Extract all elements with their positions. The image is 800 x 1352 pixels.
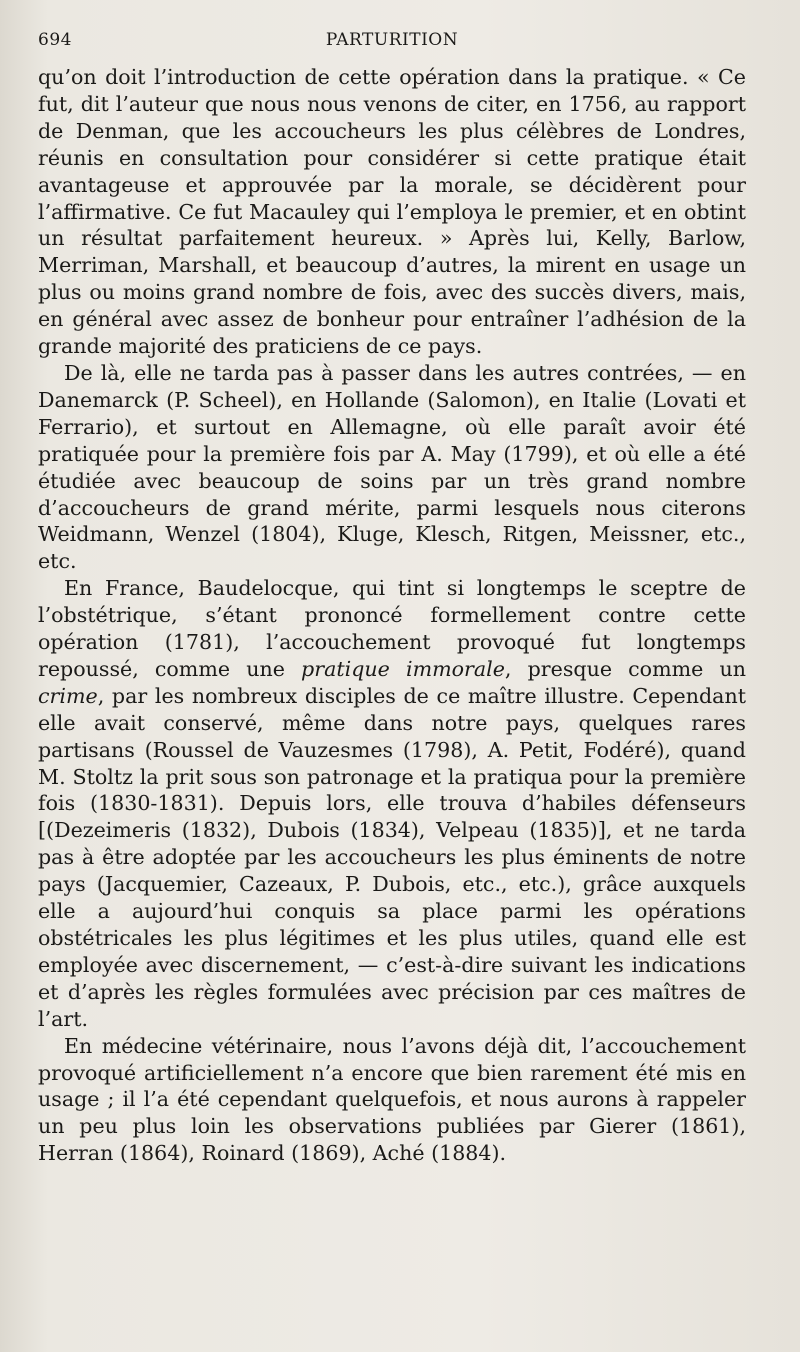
body-text <box>38 64 746 1167</box>
running-title: PARTURITION <box>325 30 459 50</box>
paragraph-2 <box>38 360 746 575</box>
paragraph-3-text-a: En France, Baudelocque, qui tint si longtemps le sceptre de l’obstétrique, s’étant prononcé formellement contre cette opération (1781), l’accouchement provoqué fut longtemps repoussé, comme une <box>38 576 746 681</box>
paragraph-3-italic-crime: crime <box>38 683 98 708</box>
paragraph-4-text: En médecine vétérinaire, nous l’avons déjà dit, l’accouchement provoqué artificiellement n’a encore que bien rarement été mis en usage ; il l’a été cependant quelquefois, et nous aurons à rappeler un peu plus loin les observations publiées par Gierer (1861), Herran (1864), Roinard (1869), Aché (1884). <box>38 1033 746 1166</box>
running-head <box>38 30 746 56</box>
paragraph-3 <box>38 575 746 1032</box>
paragraph-3-text-c: , par les nombreux disciples de ce maître illustre. Cependant elle avait conservé, même dans notre pays, quelques rares partisans (Roussel de Vauzesmes (1798), A. Petit, Fodéré), quand M. Stoltz la prit sous son patronage et la pratiqua pour la première fois (1830-1831). Depuis lors, elle trouva d’habiles défenseurs [(Dezeimeris (1832), Dubois (1834), Velpeau (1835)], et ne tarda pas à être adoptée par les accoucheurs les plus éminents de notre pays (Jacquemier, Cazeaux, P. Dubois, etc., etc.), grâce auxquels elle a aujourd’hui conquis sa place parmi les opérations obstétricales les plus légitimes et les plus utiles, quand elle est employée avec discernement, — c’est-à-dire suivant les indications et d’après les règles formulées avec précision par ces maîtres de l’art. <box>38 683 746 1031</box>
paragraph-3-text-b: , presque comme un <box>504 656 746 681</box>
paragraph-3-italic-pratique-immorale: pratique immorale <box>301 656 505 681</box>
paragraph-1 <box>38 64 746 360</box>
paragraph-2-text: De là, elle ne tarda pas à passer dans les autres contrées, — en Danemarck (P. Scheel), en Hollande (Salomon), en Italie (Lovati et Ferrario), et surtout en Allemagne, où elle paraît avoir été pratiquée pour la première fois par A. May (1799), et où elle a été étudiée avec beaucoup de soins par un très grand nombre d’accoucheurs de grand mérite, parmi lesquels nous citerons Weidmann, Wenzel (1804), Kluge, Klesch, Ritgen, Meissner, etc., etc. <box>38 360 746 574</box>
paragraph-4 <box>38 1033 746 1168</box>
paragraph-1-text: qu’on doit l’introduction de cette opération dans la pratique. « Ce fut, dit l’auteur que nous nous venons de citer, en 1756, au rapport de Denman, que les accoucheurs les plus célèbres de Londres, réunis en consultation pour considérer si cette pratique était avantageuse et approuvée par la morale, se décidèrent pour l’affirmative. Ce fut Macauley qui l’employa le premier, et en obtint un résultat parfaitement heureux. » Après lui, Kelly, Barlow, Merriman, Marshall, et beaucoup d’autres, la mirent en usage un plus ou moins grand nombre de fois, avec des succès divers, mais, en général avec assez de bonheur pour entraîner l’adhésion de la grande majorité des praticiens de ce pays. <box>38 65 746 359</box>
page-number: 694 <box>38 30 72 50</box>
